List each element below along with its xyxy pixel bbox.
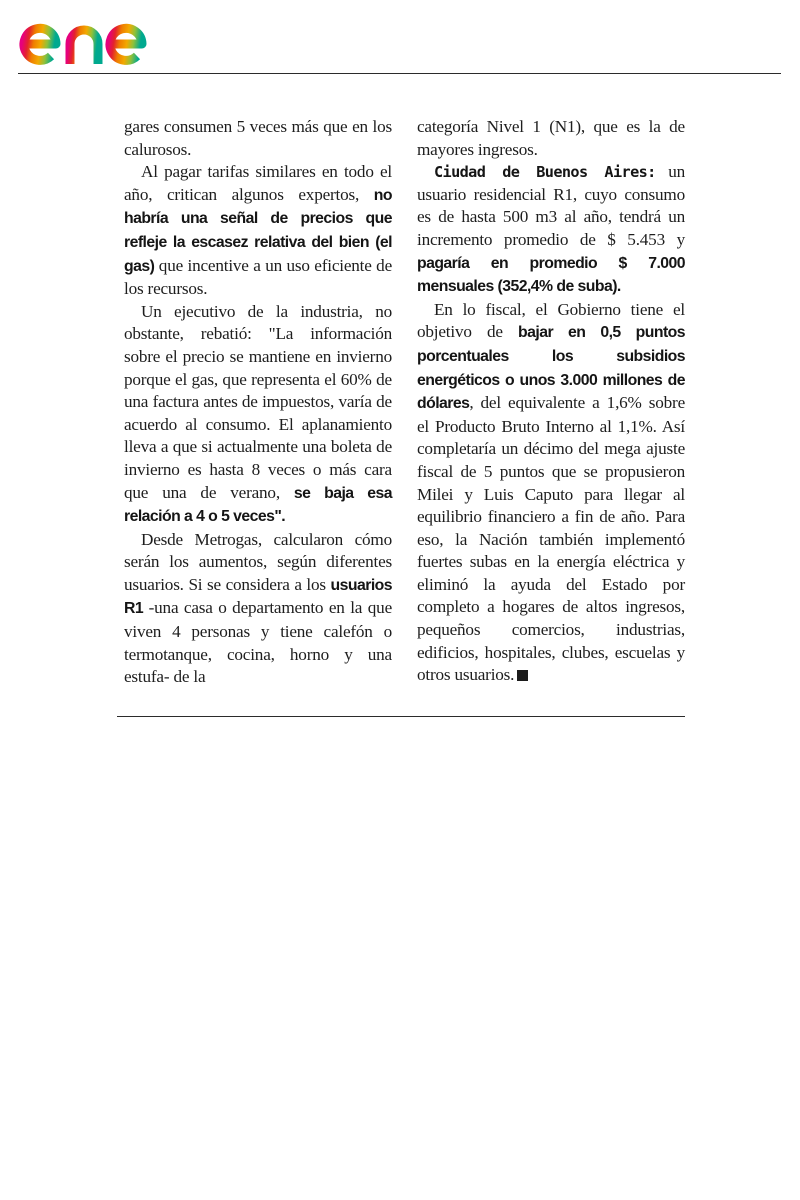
paragraph-text: categoría Nivel 1 (N1), que es la de mayores ingresos. <box>417 117 685 159</box>
paragraph <box>124 116 392 161</box>
highlight-text: se baja esa relación a 4 o 5 veces". <box>124 484 392 526</box>
highlight-text: usuarios R1 <box>124 576 392 618</box>
highlight-text: pagaría en promedio $ 7.000 mensuales (352,4% de suba). <box>417 254 685 296</box>
header-divider <box>18 73 781 74</box>
article-column-left <box>124 116 392 689</box>
paragraph <box>124 161 392 301</box>
paragraph <box>417 299 685 687</box>
paragraph-text: un usuario residencial R1, cuyo consumo es de hasta 500 m3 al año, tendrá un incremento promedio de $ 5.453 y <box>417 162 685 249</box>
highlight-text: no habría una señal de precios que refleje la escasez relativa del bien (el gas) <box>124 186 392 275</box>
highlight-text: bajar en 0,5 puntos porcentuales los subsidios energéticos o unos 3.000 millones de dólares <box>417 324 685 413</box>
paragraph-text: gares consumen 5 veces más que en los calurosos. <box>124 117 392 159</box>
paragraph-text: que incentive a un uso eficiente de los recursos. <box>124 255 392 299</box>
paragraph <box>124 301 392 529</box>
paragraph-text: -una casa o departamento en la que viven 4 personas y tiene calefón o termotanque, cocina, horno y una estufa- de la <box>124 598 392 687</box>
header <box>0 0 800 76</box>
section-lead: Ciudad de Buenos Aires: <box>434 163 656 182</box>
paragraph <box>417 116 685 161</box>
end-of-article-mark <box>517 670 528 681</box>
article-column-right <box>417 116 685 687</box>
paragraph <box>417 161 685 299</box>
enel-logo <box>16 4 196 70</box>
paragraph-text: Al pagar tarifas similares en todo el año, critican algunos expertos, <box>124 162 392 204</box>
paragraph-text: Un ejecutivo de la industria, no obstante, rebatió: "La información sobre el precio se mantiene en invierno porque el gas, que representa el 60% de una factura antes de impuestos, varía de acuerdo al consumo. El aplanamiento lleva a que si actualmente una boleta de invierno es hasta 8 veces o más cara que una de verano, <box>124 301 392 502</box>
paragraph <box>124 529 392 689</box>
article-body <box>118 116 688 696</box>
paragraph-text: , del equivalente a 1,6% sobre el Producto Bruto Interno al 1,1%. Así completaría un décimo del mega ajuste fiscal de 5 puntos que se propusieron Milei y Luis Caputo para llegar al equilibrio financiero a fin de año. Para eso, la Nación también implementó fuertes subas en la energía eléctrica y eliminó la ayuda del Estado por completo a hogares de altos ingresos, pequeños comercios, industrias, edificios, hospitales, clubes, escuelas y otros usuarios. <box>417 393 685 685</box>
paragraph-text: Desde Metrogas, calcularon cómo serán los aumentos, según diferentes usuarios. Si se considera a los <box>124 529 392 594</box>
paragraph-text: En lo fiscal, el Gobierno tiene el objetivo de <box>417 299 685 342</box>
article-bottom-divider <box>117 716 685 717</box>
